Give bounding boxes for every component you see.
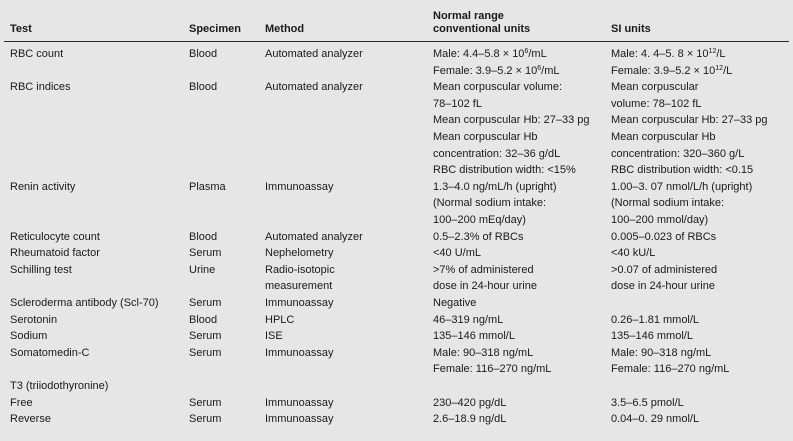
cell-conventional-exponent: 6 bbox=[537, 64, 542, 72]
header-si-units: SI units bbox=[611, 23, 651, 35]
cell-conventional-unit: /mL bbox=[528, 48, 547, 60]
cell-method-text: Radio-isotopic bbox=[265, 263, 335, 276]
cell-si-unit: /L bbox=[716, 48, 726, 60]
table-row bbox=[0, 295, 793, 312]
cell-method-text: Immunoassay bbox=[265, 346, 334, 359]
cell-si-text: Male: 90–318 ng/mL bbox=[611, 346, 712, 359]
cell-si bbox=[611, 195, 724, 212]
header-test: Test bbox=[10, 23, 32, 35]
cell-method-text: Automated analyzer bbox=[265, 48, 363, 60]
cell-si-text: 100–200 mmol/day) bbox=[611, 213, 709, 226]
header-method: Method bbox=[265, 23, 305, 35]
cell-si bbox=[611, 63, 732, 80]
cell-conventional-text: Negative bbox=[433, 297, 477, 309]
cell-method bbox=[265, 411, 333, 428]
cell-si-text: 1.00–3. 07 nmol/L/h (upright) bbox=[611, 180, 753, 193]
cell-conventional-text: RBC distribution width: <15% bbox=[433, 164, 576, 177]
cell-si-text: 135–146 mmol/L bbox=[611, 330, 693, 343]
cell-test: RBC count bbox=[10, 48, 64, 60]
cell-conventional-text: 100–200 mEq/day) bbox=[433, 213, 526, 226]
cell-specimen: Blood bbox=[189, 313, 218, 326]
cell-method bbox=[265, 345, 333, 362]
table-row bbox=[0, 328, 793, 345]
cell-conventional bbox=[433, 112, 590, 129]
cell-method bbox=[265, 179, 333, 196]
cell-si-text: Mean corpuscular Hb: 27–33 pg bbox=[611, 114, 768, 127]
cell-si bbox=[611, 229, 716, 246]
cell-method-text: ISE bbox=[265, 330, 283, 343]
cell-conventional-text: concentration: 32–36 g/dL bbox=[433, 147, 561, 160]
cell-conventional-text: 2.6–18.9 ng/dL bbox=[433, 413, 507, 426]
cell-conventional bbox=[433, 245, 481, 262]
cell-test: Reverse bbox=[10, 413, 51, 426]
cell-conventional bbox=[433, 46, 547, 63]
cell-conventional-text: 46–319 ng/mL bbox=[433, 313, 504, 326]
cell-method-text: HPLC bbox=[265, 313, 295, 326]
cell-method-text: Immunoassay bbox=[265, 413, 334, 426]
cell-conventional-text: Mean corpuscular Hb bbox=[433, 130, 538, 143]
cell-si-text: Mean corpuscular Hb bbox=[611, 130, 716, 143]
cell-specimen: Serum bbox=[189, 297, 222, 309]
cell-si bbox=[611, 328, 693, 345]
cell-conventional-unit: /mL bbox=[541, 64, 560, 77]
cell-conventional bbox=[433, 195, 546, 212]
cell-conventional bbox=[433, 162, 576, 179]
cell-si-text: Female: 116–270 ng/mL bbox=[611, 363, 730, 376]
cell-conventional-text: Male: 4.4–5.8 × 10 bbox=[433, 48, 525, 60]
cell-conventional-text: 135–146 mmol/L bbox=[433, 330, 515, 343]
cell-si-text: Female: 3.9–5.2 × 10 bbox=[611, 64, 716, 77]
cell-test: Sodium bbox=[10, 330, 48, 343]
cell-si bbox=[611, 245, 655, 262]
cell-si-unit: /L bbox=[723, 64, 733, 77]
cell-specimen: Serum bbox=[189, 330, 222, 343]
cell-si bbox=[611, 361, 729, 378]
cell-method bbox=[265, 245, 333, 262]
table-row bbox=[0, 179, 793, 229]
cell-si bbox=[611, 79, 698, 96]
cell-specimen: Serum bbox=[189, 396, 222, 409]
cell-si-exponent: 12 bbox=[708, 48, 717, 55]
cell-conventional-text: Mean corpuscular Hb: 27–33 pg bbox=[433, 114, 590, 127]
cell-test: Serotonin bbox=[10, 313, 58, 326]
header-specimen: Specimen bbox=[189, 23, 241, 35]
cell-si-text: 0.005–0.023 of RBCs bbox=[611, 230, 717, 243]
cell-test: Renin activity bbox=[10, 180, 76, 193]
cell-conventional bbox=[433, 212, 526, 229]
cell-test: Somatomedin-C bbox=[10, 346, 90, 359]
cell-test: Free bbox=[10, 396, 33, 409]
cell-conventional bbox=[433, 79, 562, 96]
cell-test: Schilling test bbox=[10, 263, 72, 276]
cell-conventional bbox=[433, 229, 524, 246]
cell-method bbox=[265, 395, 333, 412]
header-divider bbox=[4, 41, 789, 42]
cell-conventional-text: 78–102 fL bbox=[433, 97, 482, 110]
cell-si bbox=[611, 179, 752, 196]
cell-specimen: Serum bbox=[189, 247, 222, 260]
table-row bbox=[0, 262, 793, 295]
table-row bbox=[0, 395, 793, 412]
cell-conventional-text: 1.3–4.0 ng/mL/h (upright) bbox=[433, 180, 557, 193]
cell-conventional-text: >7% of administered bbox=[433, 263, 534, 276]
cell-specimen: Blood bbox=[189, 48, 218, 60]
table-row bbox=[0, 411, 793, 428]
cell-method bbox=[265, 262, 335, 279]
cell-conventional-text: dose in 24-hour urine bbox=[433, 280, 537, 293]
cell-si bbox=[611, 112, 768, 129]
cell-conventional bbox=[433, 278, 537, 295]
cell-specimen: Blood bbox=[189, 81, 218, 94]
cell-si bbox=[611, 411, 699, 428]
cell-si bbox=[611, 162, 753, 179]
table-row bbox=[0, 46, 793, 79]
cell-si bbox=[611, 129, 716, 146]
cell-si-text: concentration: 320–360 g/L bbox=[611, 147, 745, 160]
cell-method bbox=[265, 295, 333, 312]
cell-method-text: Immunoassay bbox=[265, 180, 334, 193]
cell-test: Scleroderma antibody (Scl-70) bbox=[10, 297, 159, 309]
cell-si bbox=[611, 278, 715, 295]
cell-method-text: Immunoassay bbox=[265, 297, 334, 309]
cell-si-text: (Normal sodium intake: bbox=[611, 197, 725, 210]
cell-si-text: RBC distribution width: <0.15 bbox=[611, 164, 754, 177]
cell-conventional-text: 0.5–2.3% of RBCs bbox=[433, 230, 524, 243]
cell-method bbox=[265, 229, 363, 246]
header-conventional-line2: conventional units bbox=[433, 23, 531, 35]
cell-method-text: Automated analyzer bbox=[265, 230, 363, 243]
cell-conventional bbox=[433, 411, 506, 428]
cell-si-text: 0.26–1.81 mmol/L bbox=[611, 313, 700, 326]
cell-test: RBC indices bbox=[10, 81, 71, 94]
cell-specimen: Serum bbox=[189, 413, 222, 426]
cell-conventional-exponent: 6 bbox=[524, 48, 529, 55]
cell-si bbox=[611, 345, 711, 362]
cell-conventional-text: <40 U/mL bbox=[433, 247, 481, 260]
cell-si-text: volume: 78–102 fL bbox=[611, 97, 702, 110]
cell-si bbox=[611, 96, 702, 113]
cell-conventional bbox=[433, 96, 482, 113]
cell-method-text: measurement bbox=[265, 280, 333, 293]
table-row bbox=[0, 79, 793, 179]
cell-conventional bbox=[433, 262, 534, 279]
cell-conventional bbox=[433, 312, 503, 329]
cell-conventional bbox=[433, 361, 551, 378]
cell-conventional bbox=[433, 395, 506, 412]
cell-method bbox=[265, 79, 363, 96]
cell-si-exponent: 12 bbox=[715, 64, 724, 72]
cell-si bbox=[611, 46, 726, 63]
cell-conventional-text: Mean corpuscular volume: bbox=[433, 81, 563, 94]
cell-conventional bbox=[433, 129, 538, 146]
cell-conventional-text: Female: 116–270 ng/mL bbox=[433, 363, 552, 376]
cell-si-text: dose in 24-hour urine bbox=[611, 280, 715, 293]
table-row bbox=[0, 312, 793, 329]
cell-si-text: 0.04–0. 29 nmol/L bbox=[611, 413, 700, 426]
cell-method bbox=[265, 46, 363, 63]
cell-si bbox=[611, 146, 744, 163]
cell-conventional bbox=[433, 295, 476, 312]
cell-conventional bbox=[433, 63, 560, 80]
cell-conventional-text: Female: 3.9–5.2 × 10 bbox=[433, 64, 538, 77]
cell-method bbox=[265, 328, 283, 345]
cell-specimen: Plasma bbox=[189, 180, 226, 193]
cell-conventional bbox=[433, 328, 515, 345]
header-conventional-line1: Normal range bbox=[433, 10, 504, 22]
cell-conventional-text: Male: 90–318 ng/mL bbox=[433, 346, 534, 359]
cell-si bbox=[611, 395, 684, 412]
cell-test: T3 (triiodothyronine) bbox=[10, 380, 109, 392]
cell-specimen: Serum bbox=[189, 346, 222, 359]
table-row bbox=[0, 229, 793, 246]
cell-method-text: Automated analyzer bbox=[265, 81, 363, 94]
cell-si bbox=[611, 212, 708, 229]
cell-method bbox=[265, 278, 332, 295]
cell-method-text: Immunoassay bbox=[265, 396, 334, 409]
cell-specimen: Blood bbox=[189, 230, 218, 243]
cell-conventional bbox=[433, 179, 557, 196]
cell-si-text: >0.07 of administered bbox=[611, 263, 718, 276]
cell-conventional bbox=[433, 345, 533, 362]
cell-si-text: 3.5–6.5 pmol/L bbox=[611, 396, 684, 409]
cell-conventional-text: (Normal sodium intake: bbox=[433, 197, 547, 210]
cell-si-text: Male: 4. 4–5. 8 × 10 bbox=[611, 48, 709, 60]
cell-si-text: Mean corpuscular bbox=[611, 81, 699, 94]
cell-si bbox=[611, 312, 699, 329]
cell-method-text: Nephelometry bbox=[265, 247, 334, 260]
cell-si bbox=[611, 262, 717, 279]
cell-conventional-text: 230–420 pg/dL bbox=[433, 396, 507, 409]
cell-test: Rheumatoid factor bbox=[10, 247, 100, 260]
cell-method bbox=[265, 312, 294, 329]
cell-test: Reticulocyte count bbox=[10, 230, 100, 243]
table-row bbox=[0, 345, 793, 378]
cell-si-text: <40 kU/L bbox=[611, 247, 656, 260]
cell-specimen: Urine bbox=[189, 263, 216, 276]
table-row bbox=[0, 378, 793, 395]
table-row bbox=[0, 245, 793, 262]
cell-conventional bbox=[433, 146, 560, 163]
